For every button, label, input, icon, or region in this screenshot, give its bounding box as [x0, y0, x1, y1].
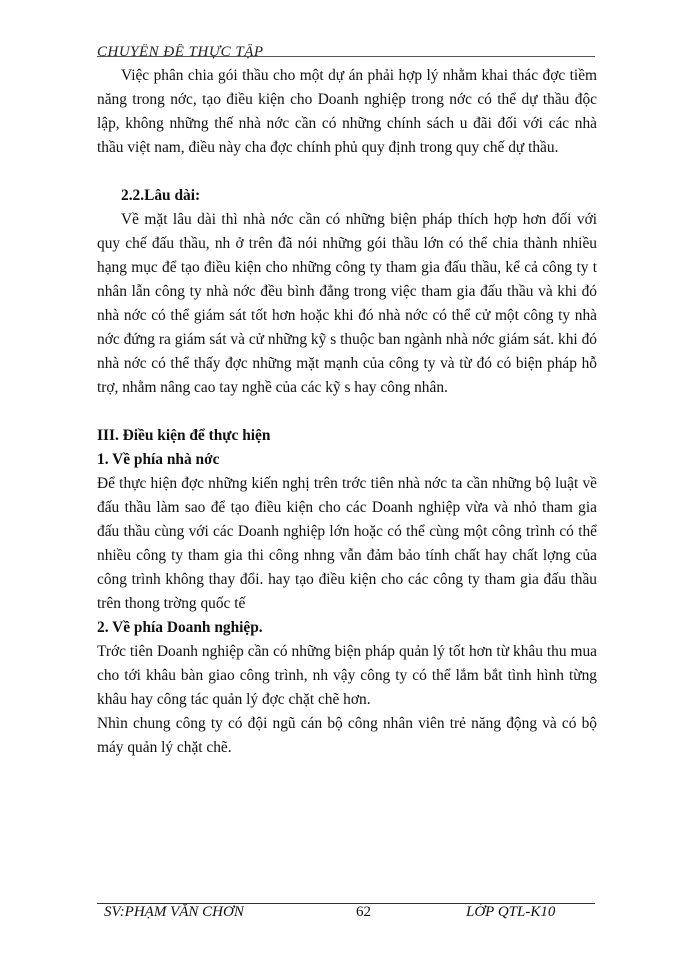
footer-author: SV:PHẠM VĂN CHƠN [104, 904, 244, 920]
footer-class: LỚP QTL-K10 [466, 904, 556, 920]
paragraph-gói-thầu: Việc phân chia gói thầu cho một dự án phải hợp lý nhằm khai thác đợc tiềm năng trong nớc, tạo điều kiện cho Doanh nghiệp trong nớc có thể dự thầu độc lập, không những thế nhà nớc cần có những chính sách u đãi đối với các nhà thầu việt nam, điều này cha đợc chính phủ quy định trong quy chế dự thầu. [97, 67, 597, 156]
subsection-heading-1: 1. Về phía nhà nớc [97, 451, 220, 468]
paragraph-nhìn-chung: Nhìn chung công ty có đội ngũ cán bộ công nhân viên trẻ năng động và có bộ máy quản lý chặt chẽ. [97, 715, 597, 756]
section-heading-III: III. Điều kiện để thực hiện [97, 427, 271, 444]
page-number: 62 [356, 904, 371, 920]
paragraph-lâu-dài: Về mặt lâu dài thì nhà nớc cần có những biện pháp thích hợp hơn đối với quy chế đấu thầu, nh ở trên đã nói những gói thầu lớn có thể chia thành nhiều hạng mục để tạo điều kiện cho những công ty tham gia đấu thầu, kể cả công ty t nhân lẫn công ty nhà nớc đều bình đẳng trong việc tham gia đấu thầu và khi đó nhà nớc có thể giám sát tốt hơn hoặc khi đó nhà nớc có thể cử một công ty nhà nớc đứng ra giám sát và cử những kỹ s thuộc ban ngành nhà nớc giám sát. khi đó nhà nớc có thể thấy đợc những mặt mạnh của công ty và từ đó có biện pháp hỗ trợ, nhằm nâng cao tay nghề của các kỹ s hay công nhân. [97, 211, 597, 396]
running-header: CHUYÊN ĐỀ THỰC TẬP [97, 44, 264, 60]
paragraph-doanh-nghiệp: Trớc tiên Doanh nghiệp cần có những biện pháp quản lý tốt hơn từ khâu thu mua cho tới khâu bàn giao công trình, nh vậy công ty có thể lắm bắt tình hình từng khâu hay công tác quản lý đợc chặt chẽ hơn. [97, 643, 597, 708]
subsection-heading-2: 2. Về phía Doanh nghiệp. [97, 619, 263, 636]
section-heading-2-2: 2.2.Lâu dài: [121, 187, 201, 204]
page-body [97, 64, 597, 760]
paragraph-nhà-nước: Để thực hiện đợc những kiến nghị trên trớc tiên nhà nớc ta cần những bộ luật về đấu thầu làm sao để tạo điều kiện cho các Doanh nghiệp vừa và nhỏ tham gia đấu thầu cùng với các Doanh nghiệp lớn hoặc có thể cùng một công trình có thể nhiều công ty tham gia thi công nhng vẫn đảm bảo tính chất hay chất lợng của công trình không thay đổi. hay tạo điều kiện cho các công ty tham gia đấu thầu trên thong trờng quốc tế [97, 475, 597, 612]
header-divider [97, 56, 595, 57]
